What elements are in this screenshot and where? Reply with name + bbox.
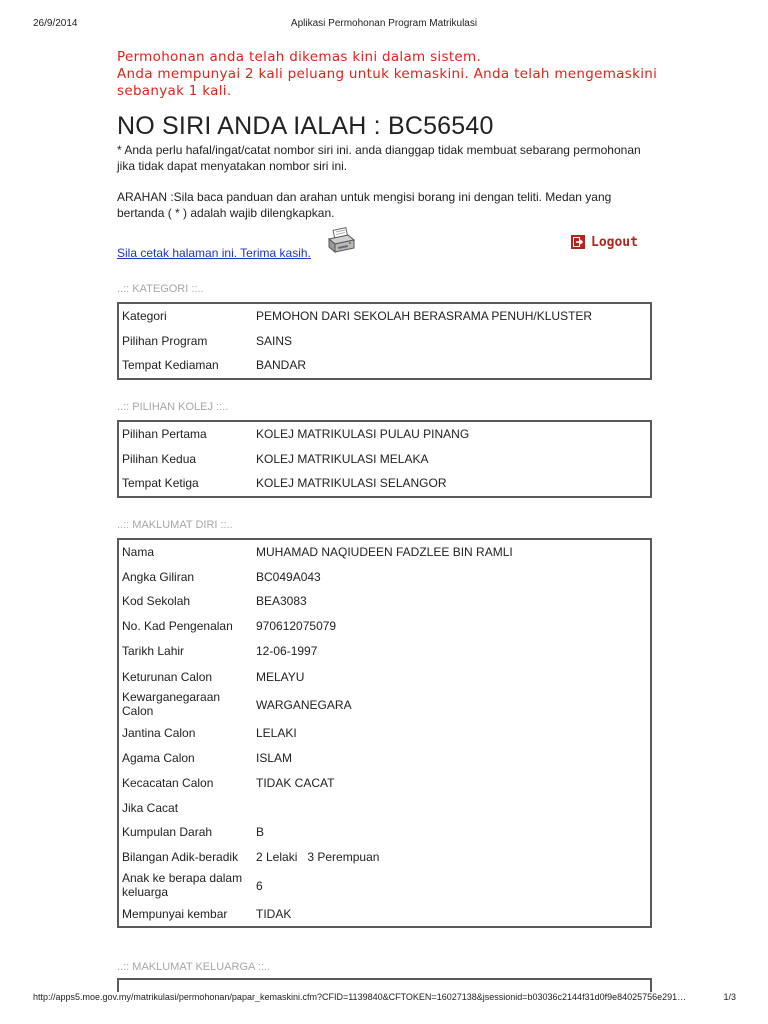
table-row xyxy=(119,614,650,639)
row-label: Kumpulan Darah xyxy=(122,825,213,840)
row-label: Jika Cacat xyxy=(122,800,179,815)
row-value: SAINS xyxy=(256,333,293,348)
row-label: No. Kad Pengenalan xyxy=(122,619,233,634)
table-row xyxy=(119,902,650,927)
print-date: 26/9/2014 xyxy=(33,18,78,29)
row-value: KOLEJ MATRIKULASI PULAU PINANG xyxy=(256,427,470,441)
section-title-kolej: ..:: PILIHAN KOLEJ ::.. xyxy=(117,401,229,413)
table-row xyxy=(119,589,650,614)
row-label: Pilihan Pertama xyxy=(122,427,207,441)
row-value: WARGANEGARA xyxy=(256,698,352,713)
diri-table xyxy=(117,538,652,928)
table-row xyxy=(119,447,650,472)
table-row xyxy=(119,689,650,721)
row-value: BEA3083 xyxy=(256,594,307,609)
row-value: 6 xyxy=(256,878,263,893)
table-row xyxy=(119,820,650,845)
table-row xyxy=(119,329,650,354)
table-row xyxy=(119,540,650,565)
logout-icon xyxy=(570,234,586,250)
table-row xyxy=(119,565,650,590)
row-label: Tempat Ketiga xyxy=(122,476,199,491)
row-value: 2 Lelaki 3 Perempuan xyxy=(256,849,380,864)
print-page-link[interactable]: Sila cetak halaman ini. Terima kasih. xyxy=(117,246,311,260)
row-value: BC049A043 xyxy=(256,569,321,584)
table-row xyxy=(119,422,650,447)
row-value: B xyxy=(256,825,265,840)
table-row xyxy=(119,721,650,746)
notice-line-3: sebanyak 1 kali. xyxy=(117,83,232,99)
row-value: PEMOHON DARI SEKOLAH BERASRAMA PENUH/KLUSTER xyxy=(256,309,593,323)
table-row xyxy=(119,870,650,902)
row-label: Kecacatan Calon xyxy=(122,775,214,790)
table-row xyxy=(119,796,650,821)
table-row xyxy=(119,304,650,329)
row-label: Mempunyai kembar xyxy=(122,906,228,921)
row-value: KOLEJ MATRIKULASI MELAKA xyxy=(256,451,429,466)
table-row xyxy=(119,845,650,870)
row-value: 12-06-1997 xyxy=(256,643,318,658)
logout-label: Logout xyxy=(591,234,638,250)
row-label: Angka Giliran xyxy=(122,569,195,584)
row-label: Agama Calon xyxy=(122,751,195,766)
row-label: Tempat Kediaman xyxy=(122,358,219,373)
row-label: Tarikh Lahir xyxy=(122,643,185,658)
page-number: 1/3 xyxy=(723,992,736,1002)
update-notice xyxy=(117,49,677,100)
kategori-table xyxy=(117,302,652,380)
row-label: Kewarganegaraan Calon xyxy=(122,690,221,719)
notice-line-2: Anda mempunyai 2 kali peluang untuk kemaskini. Anda telah mengemaskini xyxy=(117,66,658,82)
row-value: LELAKI xyxy=(256,726,297,741)
row-label: Bilangan Adik-beradik xyxy=(122,849,239,864)
table-row xyxy=(119,639,650,664)
row-value: MELAYU xyxy=(256,670,305,685)
table-row xyxy=(119,771,650,796)
kolej-table xyxy=(117,420,652,498)
row-value: BANDAR xyxy=(256,358,307,373)
row-label: Keturunan Calon xyxy=(122,670,213,685)
serial-note: * Anda perlu hafal/ingat/catat nombor siri ini. anda dianggap tidak membuat sebarang permohonan jika tidak dapat menyatakan nombor siri ini. xyxy=(117,143,641,173)
serial-number-heading: NO SIRI ANDA IALAH : BC56540 xyxy=(117,112,494,140)
logout-button[interactable] xyxy=(570,234,638,250)
print-header xyxy=(0,18,768,32)
section-title-keluarga: ..:: MAKLUMAT KELUARGA ::.. xyxy=(117,961,271,973)
row-value: MUHAMAD NAQIUDEEN FADZLEE BIN RAMLI xyxy=(256,545,513,559)
row-label: Anak ke berapa dalam keluarga xyxy=(122,870,243,899)
row-value: ISLAM xyxy=(256,751,293,766)
print-page-title: Aplikasi Permohonan Program Matrikulasi xyxy=(290,18,478,29)
row-label: Kategori xyxy=(122,309,167,323)
row-value: TIDAK xyxy=(256,906,292,921)
row-label: Kod Sekolah xyxy=(122,594,191,609)
row-label: Jantina Calon xyxy=(122,726,196,741)
section-title-diri: ..:: MAKLUMAT DIRI ::.. xyxy=(117,519,233,531)
keluarga-table xyxy=(117,978,652,992)
table-row xyxy=(119,471,650,496)
print-url: http://apps5.moe.gov.my/matrikulasi/permohonan/papar_kemaskini.cfm?CFID=1139840&CFTOKEN=16027138&jsessionid=b03036c2144f31d0f9e84025756e291… xyxy=(33,992,687,1002)
table-row xyxy=(119,746,650,771)
printer-icon[interactable] xyxy=(326,226,356,256)
row-label: Pilihan Program xyxy=(122,333,208,348)
table-row xyxy=(119,353,650,378)
row-value: TIDAK CACAT xyxy=(256,775,335,790)
row-value: KOLEJ MATRIKULASI SELANGOR xyxy=(256,476,447,491)
notice-line-1: Permohonan anda telah dikemas kini dalam sistem. xyxy=(117,49,482,65)
table-row xyxy=(119,663,650,689)
instructions-text: ARAHAN :Sila baca panduan dan arahan untuk mengisi borang ini dengan teliti. Medan yang bertanda ( * ) adalah wajib dilengkapkan. xyxy=(117,190,612,220)
section-title-kategori: ..:: KATEGORI ::.. xyxy=(117,283,204,295)
row-value: 970612075079 xyxy=(256,619,337,634)
row-label: Pilihan Kedua xyxy=(122,451,197,466)
print-footer xyxy=(0,992,768,1006)
row-label: Nama xyxy=(122,545,155,559)
